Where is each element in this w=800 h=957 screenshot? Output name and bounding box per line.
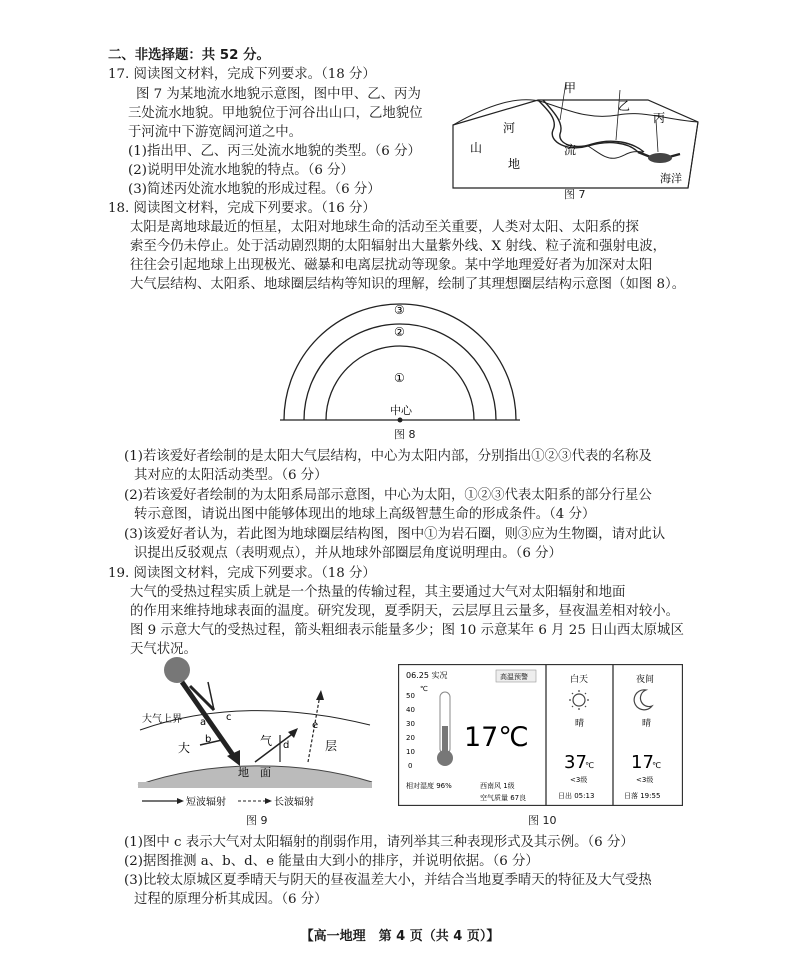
q19-item-1: (1)图中 c 表示大气对太阳辐射的削弱作用，请列举其三种表现形式及其示例。（6 分） [124,835,634,850]
q17-item-1: (1)指出甲、乙、丙三处流水地貌的类型。（6 分） [128,144,421,159]
fig7-label-shan: 山 [470,141,483,155]
q18-item-3-cont: 识提出反驳观点（表明观点），并从地球外部圈层角度说明理由。（6 分） [134,546,562,561]
fig7-label-bing: 丙 [653,111,666,125]
q18-item-1: (1)若该爱好者绘制的是太阳大气层结构，中心为太阳内部，分别指出①②③代表的名称及 [124,449,652,464]
fig9-label-e: e [312,720,319,731]
fig9-label-a: a [200,717,207,728]
q19-item-2: (2)据图推测 a、b、d、e 能量由大到小的排序，并说明依据。（6 分） [124,854,539,869]
q18-text-line: 太阳是离地球最近的恒星，太阳对地球生命的活动至关重要，人类对太阳、太阳系的探 [130,220,639,235]
fig10-humidity: 相对湿度 96% [406,782,452,790]
fig9-legend-long: 长波辐射 [274,797,314,808]
fig10-air-quality: 空气质量 67良 [480,794,527,802]
fig10-scale-tick: 0 [408,762,413,770]
q19-text-line: 图 9 示意大气的受热过程，箭头粗细表示能量多少；图 10 示意某年 6 月 25 日山西太原城区 [130,623,684,638]
fig10-day-wind: <3级 [570,776,588,784]
fig7-label-liu: 流 [564,143,577,157]
fig7-label-yi: 乙 [618,99,631,113]
q17-text-line: 于河流中下游宽阔河道之中。 [128,125,303,140]
q17-text-line: 图 7 为某地流水地貌示意图，图中甲、乙、丙为 [136,87,421,102]
q19-text-line: 的作用来维持地球表面的温度。研究发现，夏季阴天，云层厚且云量多，昼夜温差相对较小。 [130,604,680,619]
q17-item-3: (3)简述丙处流水地貌的形成过程。（6 分） [128,182,381,197]
fig8-label-center: 中心 [390,404,412,417]
fig10-wind: 西南风 1级 [480,782,515,790]
q18-header: 18. 阅读图文材料，完成下列要求。（16 分） [108,201,376,216]
fig9-label-d: d [283,740,290,751]
page-footer: 【高一地理 第 4 页（共 4 页）】 [300,929,500,944]
fig9-label-da: 大 [178,741,191,755]
fig10-warning-badge: 高温预警 [500,673,528,681]
q18-item-2-cont: 转示意图，请说出图中能够体现出的地球上高级智慧生命的形成条件。（4 分） [134,507,596,522]
q18-item-3: (3)该爱好者认为，若此图为地球圈层结构图，图中①为岩石圈，则③应为生物圈，请对此认 [124,527,666,542]
fig9-legend-short: 短波辐射 [186,797,226,808]
fig9-label-qi: 气 [260,734,273,748]
fig10-night-sunset: 日落 19:55 [624,792,661,800]
q18-item-2: (2)若该爱好者绘制的为太阳系局部示意图，中心为太阳，①②③代表太阳系的部分行星公 [124,488,652,503]
fig10-night-wind: <3级 [636,776,654,784]
fig9-label-ground: 地 面 [238,766,271,779]
q19-header: 19. 阅读图文材料，完成下列要求。（18 分） [108,566,376,581]
fig10-scale-tick: 10 [406,748,415,756]
q17-item-2: (2)说明甲处流水地貌的特点。（6 分） [128,163,354,178]
fig10-scale-tick: 30 [406,720,415,728]
fig9-label-ceng: 层 [325,739,338,753]
q18-text-line: 往往会引起地球上出现极光、磁暴和电离层扰动等现象。某中学地理爱好者为加深对太阳 [130,258,653,273]
sun-icon [164,657,190,683]
fig7-label-jia: 甲 [564,81,577,95]
q18-text-line: 索至今仍未停止。处于活动剧烈期的太阳辐射出大量紫外线、X 射线、粒子流和强射电波， [130,239,667,254]
fig7-label-ocean: 海洋 [660,172,682,185]
fig10-scale-tick: 20 [406,734,415,742]
figure-9-atmosphere-heating [130,650,375,810]
figure-8-caption: 图 8 [394,428,416,441]
fig10-day-unit: ℃ [585,761,594,770]
figure-10-weather-panel [398,664,683,806]
fig10-scale-tick: 40 [406,706,415,714]
q18-text-line: 大气层结构、太阳系、地球圈层结构等知识的理解，绘制了其理想圈层结构示意图（如图 8）。 [130,277,686,292]
fig7-label-he: 河 [503,121,516,135]
figure-10-caption: 图 10 [528,814,557,827]
q19-item-3: (3)比较太原城区夏季晴天与阴天的昼夜温差大小，并结合当地夏季晴天的特征及大气受热 [124,873,652,888]
figure-8-ring-diagram [280,292,520,432]
fig9-label-b: b [205,734,212,745]
fig10-live-temp: 17℃ [464,722,529,753]
figure-7-caption: 图 7 [564,188,586,201]
fig10-day-sunrise: 日出 05:13 [558,792,595,800]
q17-header: 17. 阅读图文材料，完成下列要求。（18 分） [108,67,376,82]
q19-item-3-cont: 过程的原理分析其成因。（6 分） [134,892,328,907]
fig8-label-2: ② [394,325,405,339]
fig10-scale-tick: 50 [406,692,415,700]
q17-text-line: 三处流水地貌。甲地貌位于河谷出山口，乙地貌位 [128,106,423,121]
figure-7-landform-diagram [448,80,708,200]
fig10-day-cond: 晴 [575,719,585,729]
fig10-night-unit: ℃ [652,761,661,770]
fig10-night-title: 夜间 [636,675,655,685]
fig10-scale-unit: ℃ [420,685,428,693]
fig10-day-temp: 37 [564,752,587,773]
fig10-day-title: 白天 [570,675,589,685]
q19-text-line: 大气的受热过程实质上就是一个热量的传输过程，其主要通过大气对太阳辐射和地面 [130,585,626,600]
q19-text-line: 天气状况。 [130,642,197,657]
fig10-night-temp: 17 [631,752,654,773]
fig10-night-cond: 晴 [642,719,652,729]
fig8-label-1: ① [394,371,405,385]
figure-9-caption: 图 9 [246,814,268,827]
fig8-label-3: ③ [394,303,405,317]
section-title: 二、非选择题：共 52 分。 [108,48,270,63]
fig7-label-di: 地 [508,157,521,171]
fig9-label-c: c [226,712,232,723]
fig9-label-upper-boundary: 大气上界 [142,714,182,725]
fig10-live-date: 06.25 实况 [406,671,448,680]
q18-item-1-cont: 其对应的太阳活动类型。（6 分） [134,468,328,483]
